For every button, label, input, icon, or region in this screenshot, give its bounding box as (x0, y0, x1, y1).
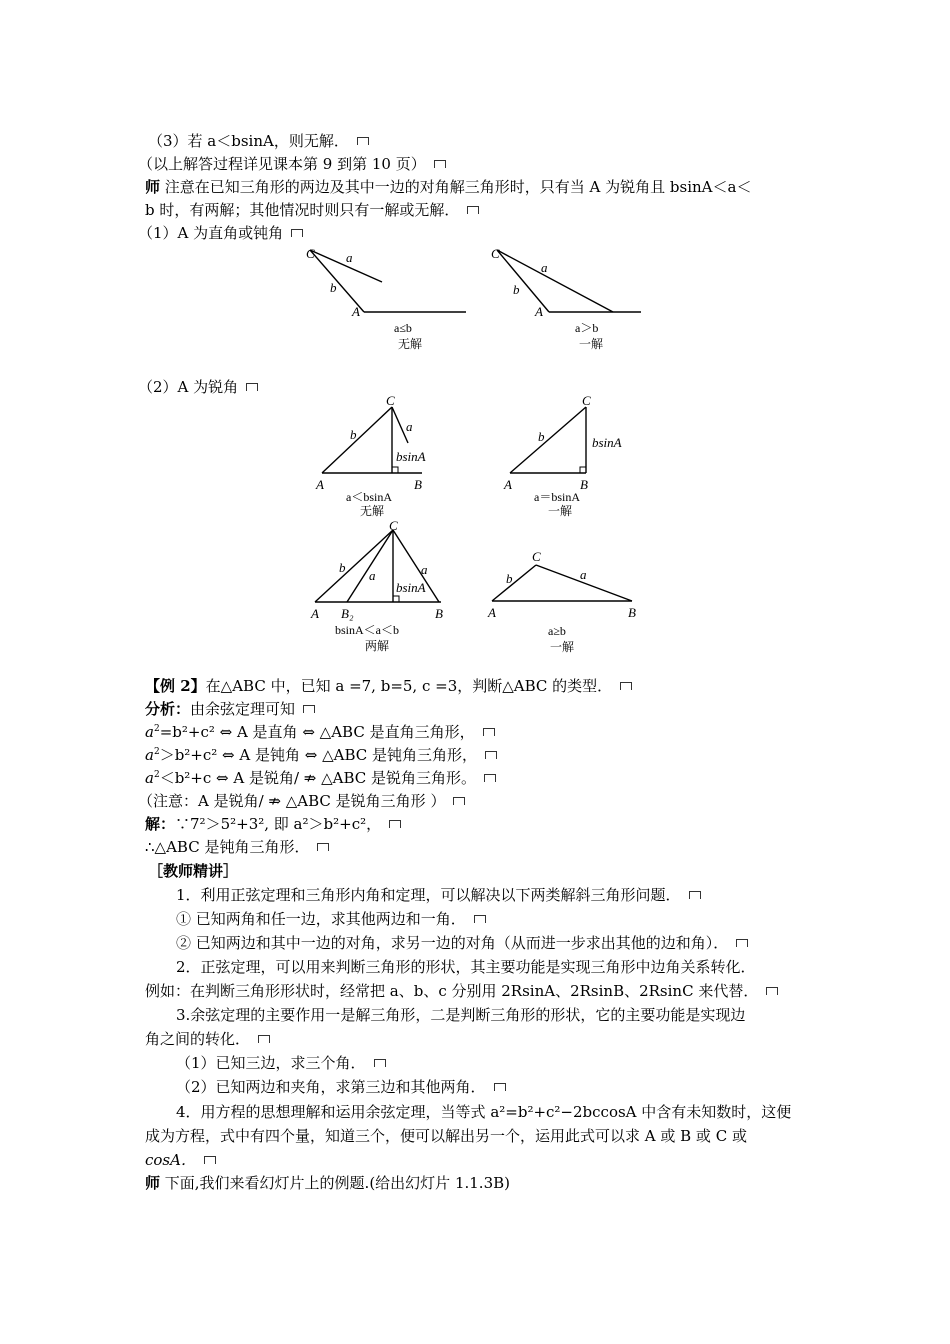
para-4-end: cosA． (145, 1149, 216, 1171)
paragraph-mark-icon (620, 682, 632, 690)
para-3-item-1: （1）已知三边，求三个角． (176, 1052, 386, 1074)
heading-case-right-obtuse: （1）A 为直角或钝角 (138, 222, 303, 244)
condition: a＝bsinA (534, 490, 580, 504)
para-1a: ① 已知两角和任一边，求其他两边和一角． (176, 908, 486, 930)
vertex-b: B (414, 477, 422, 492)
condition: a＞b (575, 321, 599, 335)
label-a: a (346, 250, 353, 265)
paragraph-mark-icon (766, 987, 778, 995)
label-b: b (339, 560, 346, 575)
paragraph-mark-icon (374, 1059, 386, 1067)
paragraph-mark-icon (389, 820, 401, 828)
side-b (322, 407, 392, 473)
label-a: a (541, 260, 548, 275)
right-angle-mark (580, 467, 586, 473)
side-b (492, 565, 536, 601)
figure-acute-two-solutions (305, 520, 455, 655)
vertex-b2: B₂ (341, 606, 354, 621)
label-b: b (513, 282, 520, 297)
right-angle-mark (393, 596, 399, 602)
side-b (510, 407, 586, 473)
paragraph-mark-icon (291, 229, 303, 237)
para-3-item-2: （2）已知两边和夹角，求第三边和其他两角． (176, 1076, 506, 1098)
vertex-a: A (352, 304, 360, 319)
paragraph-mark-icon (474, 915, 486, 923)
para-4: 4．用方程的思想理解和运用余弦定理，当等式 a²=b²+c²−2bccosA 中含有未知数时，这便 (176, 1103, 792, 1121)
paragraph-mark-icon (357, 137, 369, 145)
vertex-b: B (435, 606, 443, 621)
label-height: bsinA (592, 435, 622, 450)
paragraph-mark-icon (483, 728, 495, 736)
vertex-b: B (580, 477, 588, 492)
vertex-a: A (535, 304, 543, 319)
condition: bsinA＜a＜b (335, 623, 399, 637)
para-1: 1．利用正弦定理和三角形内角和定理，可以解决以下两类解斜三角形问题． (176, 884, 701, 906)
paragraph-mark-icon (258, 1035, 270, 1043)
condition: a≤b (394, 321, 412, 335)
condition-obtuse: $a^2>b^2+c^2$ ⇔ A 是钝角 ⇔ △ABC 是钝角三角形， (145, 744, 497, 766)
vertex-c: C (582, 393, 591, 408)
right-angle-mark (392, 467, 398, 473)
section-heading: ［教师精讲］ (148, 862, 239, 880)
paragraph-mark-icon (246, 383, 258, 391)
para-2-cont: 例如：在判断三角形形状时，经常把 a、b、c 分别用 2RsinA、2RsinB、2RsinC 来代替． (145, 980, 778, 1002)
label-a-2: a (421, 562, 428, 577)
condition: a＜bsinA (346, 490, 392, 504)
paragraph-mark-icon (317, 843, 329, 851)
vertex-c: C (306, 246, 315, 261)
result: 一解 (548, 504, 573, 518)
result: 无解 (360, 504, 385, 518)
side-a (497, 250, 613, 312)
heading-case-acute: （2）A 为锐角 (138, 376, 258, 398)
vertex-a: A (311, 606, 319, 621)
vertex-c: C (532, 549, 541, 564)
example-2: 【例 2】在△ABC 中，已知 a =7, b=5, c =3，判断△ABC 的类型． (145, 675, 632, 697)
label-height: bsinA (396, 449, 426, 464)
label-b: b (350, 427, 357, 442)
line-teacher-note: 师 注意在已知三角形的两边及其中一边的对角解三角形时，只有当 A 为锐角且 bsinA＜a＜ (145, 178, 752, 196)
vertex-a: A (488, 605, 496, 620)
label-a: a (406, 419, 413, 434)
paragraph-mark-icon (484, 774, 496, 782)
condition: a≥b (548, 624, 566, 638)
line-teacher-note-cont: b 时，有两解；其他情况时则只有一解或无解． (145, 199, 479, 221)
result: 一解 (550, 640, 575, 654)
side-b (310, 250, 364, 312)
paragraph-mark-icon (689, 891, 701, 899)
label-b: b (506, 571, 513, 586)
figure-acute-one-solution-a-ge-b (482, 545, 652, 655)
paragraph-mark-icon (303, 705, 315, 713)
vertex-c: C (389, 520, 398, 533)
paragraph-mark-icon (736, 939, 748, 947)
result: 两解 (365, 639, 390, 653)
figure-obtuse-no-solution (300, 240, 480, 355)
solution-conclusion: ∴△ABC 是钝角三角形． (145, 836, 329, 858)
vertex-c: C (386, 393, 395, 408)
condition-right: $a^2=b^2+c^2$ ⇔ A 是直角 ⇔ △ABC 是直角三角形， (145, 721, 495, 743)
label-b: b (330, 280, 337, 295)
vertex-c: C (491, 246, 500, 261)
paragraph-mark-icon (494, 1083, 506, 1091)
figure-acute-no-solution (310, 393, 460, 519)
label-height: bsinA (396, 580, 426, 595)
para-2: 2．正弦定理，可以用来判断三角形的形状，其主要功能是实现三角形中边角关系转化． (176, 958, 756, 976)
vertex-b: B (628, 605, 636, 620)
condition-acute: $a^2<b^2+c$ ⇔ A 是锐角/ ⇏ △ABC 是锐角三角形。 (145, 767, 496, 789)
para-1b: ② 已知两边和其中一边的对角，求另一边的对角（从而进一步求出其他的边和角）． (176, 932, 748, 954)
paragraph-mark-icon (485, 751, 497, 759)
paragraph-mark-icon (467, 206, 479, 214)
paragraph-mark-icon (434, 160, 446, 168)
vertex-a: A (316, 477, 324, 492)
analysis-line: 分析：由余弦定理可知 (145, 698, 315, 720)
label-a: a (580, 567, 587, 582)
label-b: b (538, 429, 545, 444)
label-a-1: a (369, 568, 376, 583)
para-3-cont: 角之间的转化． (145, 1028, 270, 1050)
figure-obtuse-one-solution (483, 240, 663, 355)
result: 无解 (398, 337, 423, 351)
final-teacher-line: 师 下面,我们来看幻灯片上的例题.(给出幻灯片 1.1.3B) (145, 1174, 510, 1192)
solution-line: 解：∵7²＞5²+3², 即 a²＞b²+c²， (145, 813, 401, 835)
paragraph-mark-icon (204, 1156, 216, 1164)
paragraph-mark-icon (453, 797, 465, 805)
line-case-3: （3）若 a＜bsinA，则无解． (148, 130, 369, 152)
para-3: 3.余弦定理的主要作用一是解三角形，二是判断三角形的形状，它的主要功能是实现边 (176, 1006, 746, 1024)
note-line: （注意：A 是锐角/ ⇏ △ABC 是锐角三角形 ） (138, 790, 465, 812)
result: 一解 (579, 337, 604, 351)
para-4-cont: 成为方程，式中有四个量，知道三个，便可以解出另一个，运用此式可以求 A 或 B 或 C 或 (145, 1127, 747, 1145)
vertex-a: A (504, 477, 512, 492)
line-reference: （以上解答过程详见课本第 9 到第 10 页） (138, 153, 446, 175)
figure-acute-one-solution-right (500, 393, 650, 519)
